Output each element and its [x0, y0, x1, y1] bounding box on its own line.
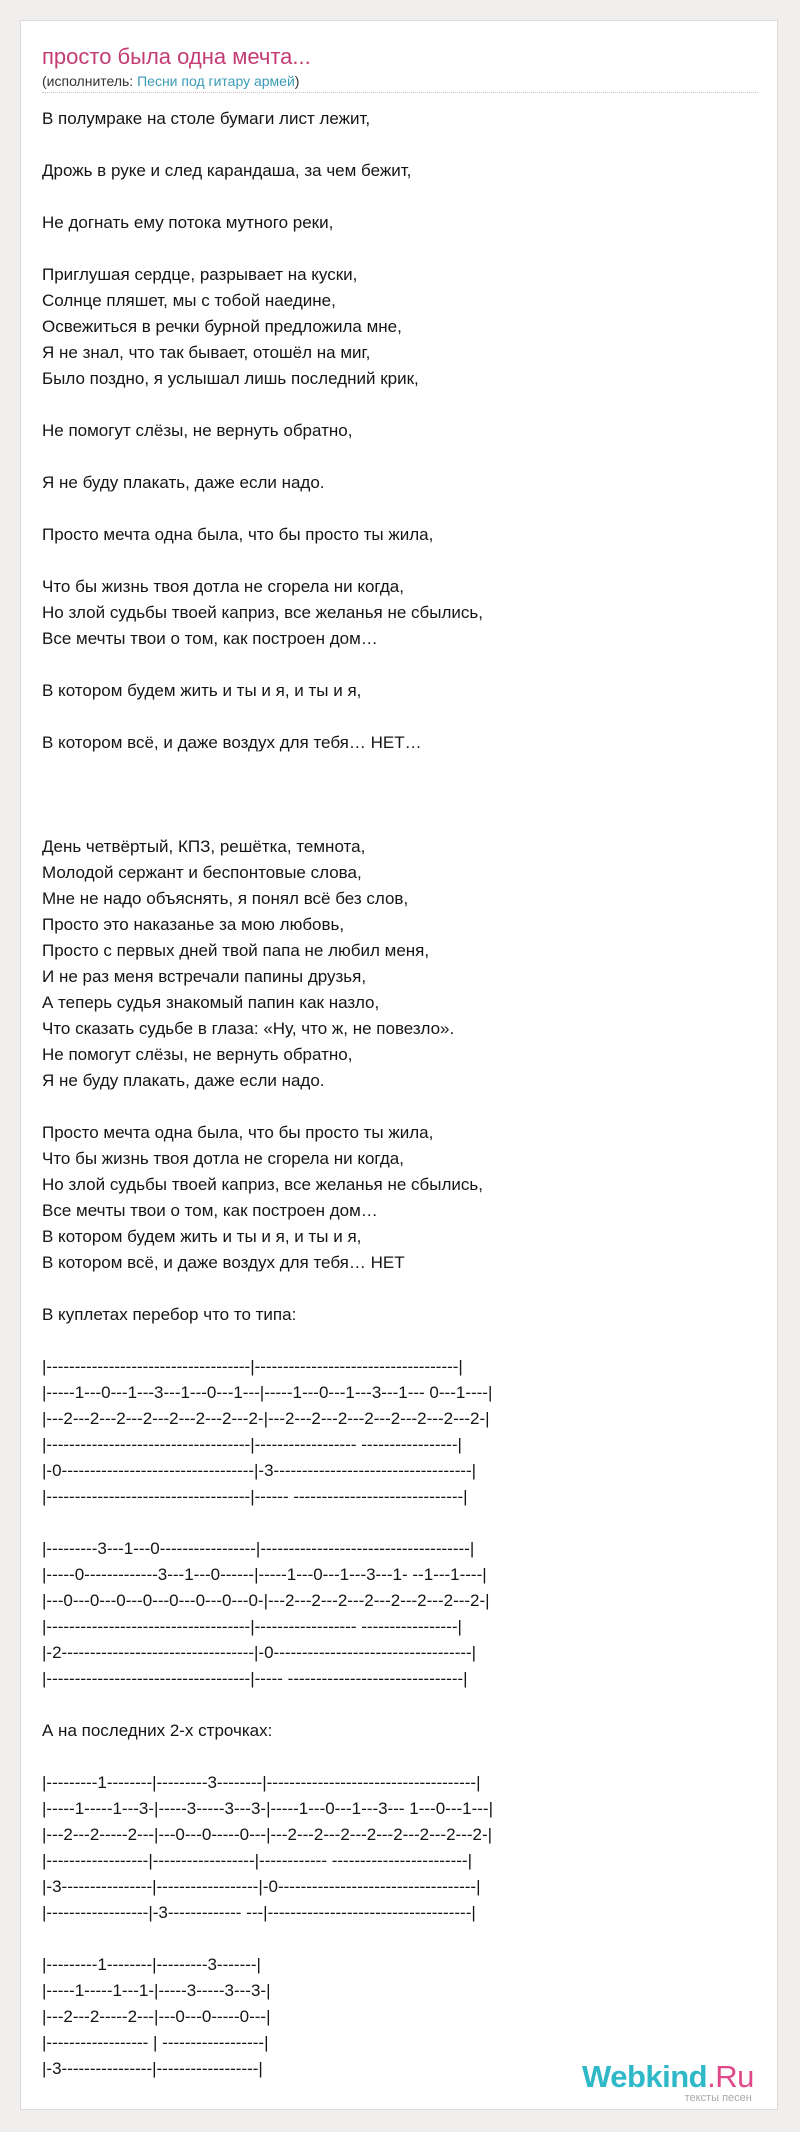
logo-brand: Webkind [582, 2059, 708, 2094]
webkind-logo[interactable] [582, 2059, 754, 2104]
lyrics-text: В полумраке на столе бумаги лист лежит, Дрожь в руке и след карандаша, за чем бежит, Не догнать ему потока мутного реки, Приглушая сердце, разрывает на куски, Солнце пляшет, мы с тобой наедине, Освежиться в речки бурной предложила мне, Я не знал, что так бывает, отошёл на миг, Было поздно, я услышал лишь последний крик, Не помогут слёзы, не вернуть обратно, Я не буду плакать, даже если надо. Просто мечта одна была, что бы просто ты жила, Что бы жизнь твоя дотла не сгорела ни когда, Но злой судьбы твоей каприз, все желанья не сбылись, Все мечты твои о том, как построен дом… В котором будем жить и ты и я, и ты и я, В котором всё, и даже воздух для тебя… НЕТ… День четвёртый, КПЗ, решётка, темнота, Молодой сержант и беспонтовые слова, Мне не надо объяснять, я понял всё без слов, Просто это наказанье за мою любовь, Просто с первых дней твой папа не любил меня, И не раз меня встречали папины друзья, А теперь судья знакомый папин как назло, Что сказать судьбе в глаза: «Ну, что ж, не повезло». Не помогут слёзы, не вернуть обратно, Я не буду плакать, даже если надо. Просто мечта одна была, что бы просто ты жила, Что бы жизнь твоя дотла не сгорела ни когда, Но злой судьбы твоей каприз, все желанья не сбылись, Все мечты твои о том, как построен дом… В котором будем жить и ты и я, и ты и я, В котором всё, и даже воздух для тебя… НЕТ В куплетах перебор что то типа: |------------------------------------|------------------------------------| |-----1---0---1---3---1---0---1---|-----1---0---1---3---1--- 0---1----| |---2---2---2---2---2---2---2---2-|---2---2---2---2---2---2---2---2-| |------------------------------------|------------------ -----------------| |-0----------------------------------|-3-----------------------------------| |------------------------------------|------ ------------------------------| |---------3---1---0-----------------|-------------------------------------| |-----0-------------3---1---0------|-----1---0---1---3---1- --1---1----| |---0---0---0---0---0---0---0---0-|---2---2---2---2---2---2---2---2-| |------------------------------------|------------------ -----------------| |-2----------------------------------|-0-----------------------------------| |------------------------------------|----- -------------------------------| А на последних 2-х строчках: |---------1--------|---------3--------|-------------------------------------| |-----1-----1---3-|-----3-----3---3-|-----1---0---1---3--- 1---0---1---| |---2---2-----2---|---0---0-----0---|---2---2---2---2---2---2---2---2-| |------------------|------------------|------------ ------------------------| |-3----------------|------------------|-0-----------------------------------| |------------------|-3------------- ---|------------------------------------| |---------1--------|---------3-------| |-----1-----1---1-|-----3-----3---3-| |---2---2-----2---|---0---0-----0---| |------------------ | ------------------| |-3----------------|------------------| [42, 109, 493, 2078]
song-title: просто была одна мечта... [42, 44, 311, 69]
artist-prefix: (исполнитель: [42, 73, 138, 89]
artist-link[interactable]: Песни под гитару армей [137, 73, 295, 89]
artist-suffix: ) [294, 73, 300, 89]
logo-tagline: тексты песен [684, 2092, 752, 2104]
logo-tld: .Ru [707, 2059, 754, 2094]
artist-line [42, 73, 299, 89]
title-divider [42, 92, 758, 93]
logo-wordmark [582, 2059, 754, 2094]
